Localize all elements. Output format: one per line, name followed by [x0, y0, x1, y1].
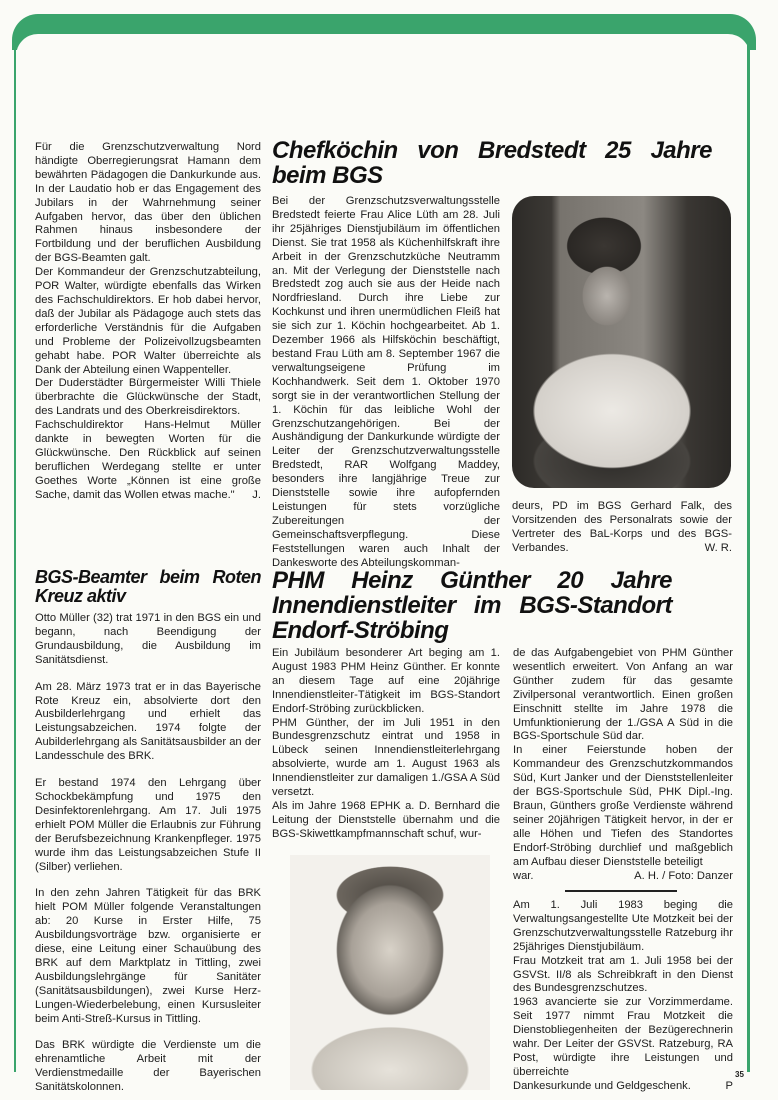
paragraph: Als im Jahre 1968 EPHK a. D. Bernhard die Leitung der Dienststelle übernahm und die BGS-Skiwettkampfmannschaft schuf, wur- — [272, 799, 500, 840]
article-cook-col2 — [512, 500, 732, 556]
paragraph: Bei der Grenzschutzsverwaltungsstelle Bredstedt feierte Frau Alice Lüth am 28. Juli ihr 25jähriges Dienstjubiläum im öffentlichen Dienst. Sie trat 1958 als Küchenhilfskraft ihre Arbeit in der Grenzschutzküche Neutramm an. Mit der Verlegung der Dienststelle nach Bredstedt zog auch sie aus der Heide nach Nordfriesland. Durch ihre Liebe zur Kochkunst und ihren unermüdlichen Fleiß hat sie sich zur 1. Köchin hochgearbeitet. Ab 1. Dezember 1966 als Hilfsköchin beschäftigt, bestand Frau Lüth am 8. September 1967 die verwaltungseigene Prüfung im Kochhandwerk. Seit dem 1. Oktober 1970 sorgt sie in der verantwortlichen Stellung der 1. Köchin für das leibliche Wohl der Grenzschutzangehörigen. Bei der Aushändigung der Dankurkunde würdigte der Leiter der Grenzschutzverwaltungsstelle Bredstedt, RAR Wolfgang Maddey, besonders ihre langjährige Treue zur Dienststelle sowie ihre aufopfernden Leistungen für stets vorzügliche Zubereitungen der Gemeinschaftsverpflegung. Diese Feststellungen waren auch Inhalt der Dankesworte des Abteilungskomman- — [272, 195, 500, 569]
photo-heinz-guenther — [290, 855, 490, 1090]
paragraph: PHM Günther, der im Juli 1951 in den Bundesgrenzschutz eintrat und 1958 in Lübeck seinen Innendienstleiterlehrgang absolvierte, wurde am 1. August 1963 als Innendienstleiter zur damaligen 1./GSA A Süd versetzt. — [272, 716, 500, 799]
paragraph: 1963 avancierte sie zur Vorzimmerdame. Seit 1977 nimmt Frau Motzkeit die Dienstobliegenheiten der Bezügerechnerin wahr. Der Leiter der GSVSt. Ratzeburg, RA Post, würdigte ihre Leistungen und überreichte — [513, 996, 733, 1078]
photo-alice-lueth — [512, 196, 731, 488]
paragraph: Frau Motzkeit trat am 1. Juli 1958 bei der GSVSt. II/8 als Schreibkraft in den Dienst des Bundesgrenzschutzes. — [513, 954, 733, 995]
paragraph-text: war. — [513, 869, 534, 882]
section-divider — [565, 890, 677, 892]
paragraph: Für die Grenzschutzverwaltung Nord händigte Oberregierungsrat Hamann dem bewährten Pädagogen die Dankurkunde aus. In der Laudatio hob er das Engagement des Jubilars in der Wahrnehmung seiner Aufgaben hervor, das über den üblichen Rahmen hinaus insbesondere der Fortbildung und der beruflichen Ausbildung der BGS-Beamten galt. — [35, 141, 261, 265]
paragraph-text: deurs, PD im BGS Gerhard Falk, des Vorsitzenden des Personalrats sowie der Vertreter des BaL-Korps und des BGS-Verbandes. — [512, 500, 732, 554]
signature-line — [513, 1080, 733, 1094]
paragraph: Der Kommandeur der Grenzschutzabteilung, POR Walter, würdigte ebenfalls das Wirken des Fachschuldirektors. Er hob dabei hervor, daß der Jubilar als Pädagoge auch stets das erforderliche Verständnis für die Aufgaben und Probleme der Polizeivollzugsbeamten gehabt habe. POR Walter überreichte als Dank der Abteilung einen Wappenteller. — [35, 266, 261, 376]
article-cook-header — [272, 138, 732, 188]
author-signature: A. H. / Foto: Danzer — [634, 869, 733, 882]
author-signature: W. R. — [704, 541, 732, 554]
article-guenther-col2 — [513, 647, 733, 883]
paragraph: Ein Jubiläum besonderer Art beging am 1. August 1983 PHM Heinz Günther. Er konnte an diesem Tage auf eine 20jährige Innendienstleiter-Tätigkeit im BGS-Standort Endorf-Ströbing zurückblicken. — [272, 647, 500, 715]
paragraph: Das BRK würdigte die Verdienste um die ehrenamtliche Arbeit mit der Verdienstmedaille der Bayerischen Sanitätskolonnen. — [35, 1039, 261, 1094]
headline-guenther: PHM Heinz Günther 20 Jahre Innendienstleiter im BGS-Standort Endorf-Ströbing — [272, 567, 672, 644]
article-guenther-header — [272, 568, 732, 643]
paragraph — [35, 419, 261, 502]
article-hamann — [35, 141, 261, 503]
article-guenther-col1 — [272, 647, 500, 842]
paragraph: Der Duderstädter Bürgermeister Willi Thiele überbrachte die Glückwünsche der Stadt, des Landrats und des Oberkreisdirektors. — [35, 377, 261, 418]
page-frame-left — [14, 40, 16, 1072]
article-cook-col1 — [272, 195, 500, 570]
paragraph: In den zehn Jahren Tätigkeit für das BRK hielt POM Müller folgende Veranstaltungen ab: 20 Kurse in Erster Hilfe, 75 Ausbildungsvorträge bzw. organisierte er diese, eine Leitung einer Schauübung des BRK auf dem Marktplatz in Tittling, zwei Ausbildungslehrgänge für Sanitäter (Sanitätsausbildungen), zwei Kurse Herz-Lungen-Wiederbelebung, einen Kursusleiter beim Anti-Streß-Kursus in Tittling. — [35, 887, 261, 1025]
headline-cook: Chefköchin von Bredstedt 25 Jahre beim BGS — [272, 137, 712, 189]
page-frame-inner — [16, 34, 750, 64]
paragraph: Otto Müller (32) trat 1971 in den BGS ein und begann, nach Beendigung der Grundausbildung, die Ausbildung im Sanitätsdienst. — [35, 612, 261, 666]
page-number: 35 — [735, 1070, 744, 1079]
paragraph — [512, 500, 732, 556]
paragraph-text: Dankesurkunde und Geldgeschenk. — [513, 1079, 691, 1092]
article-motzkeit — [513, 899, 733, 1094]
paragraph: de das Aufgabengebiet von PHM Günther wesentlich erweitert. Von Anfang an war Günther zudem für das gesamte Zivilpersonal verantwortlich. Einen großen Einschnitt stellte im Jahre 1978 die Umfunktionierung der 1./GSA A Süd in die BGS-Sportschule Süd dar. — [513, 647, 733, 743]
paragraph: Am 28. März 1973 trat er in das Bayerische Rote Kreuz ein, absolvierte dort den Ausbilderlehrgang und erhielt das Leistungsabzeichen. 1974 folgte der Aubilderlehrgang als Sanitätsausbilder an der Landesschule des BRK. — [35, 680, 261, 763]
paragraph: Er bestand 1974 den Lehrgang über Schockbekämpfung und 1975 den Desinfektorenlehrgang. Am 17. Juli 1975 erhielt POM Müller die Erlaubnis zur Führung der Berufsbezeichnung Krankenpfleger. 1975 wurde ihm das Leistungsabzeichen Stufe II (Silber) verliehen. — [35, 777, 261, 873]
paragraph: In einer Feierstunde hoben der Kommandeur des Grenzschutzkommandos Süd, Kurt Janker und der Dienststellenleiter der BGS-Sportschule Süd, PHK Dipl.-Ing. Braun, Günthers große Verdienste während seiner 20jährigen Tätigkeit hervor, in der er alle Höhen und Tiefen des Standortes Endorf-Ströbing durchlief und maßgeblich am Aufbau dieser Dienststelle beteiligt — [513, 744, 733, 868]
headline-red-cross: BGS-Beamter beim Roten Kreuz aktiv — [35, 567, 261, 606]
article-red-cross — [35, 568, 261, 1095]
author-signature: J. — [252, 488, 261, 501]
signature-line — [513, 870, 733, 884]
page-frame-right — [747, 40, 750, 1072]
paragraph: Am 1. Juli 1983 beging die Verwaltungsangestellte Ute Motzkeit bei der Grenzschutzverwaltungsstelle Ratzeburg ihr 25jähriges Dienstjubiläum. — [513, 899, 733, 953]
author-signature: P — [725, 1079, 733, 1092]
paragraph-text: Fachschuldirektor Hans-Helmut Müller dankte in bewegten Worten für die Glückwünsche. Den Rückblick auf seinen beruflichen Werdegang stellte er unter Goethes Worte „Können ist eine große Sache, damit das Wollen etwas mache." — [35, 419, 261, 501]
